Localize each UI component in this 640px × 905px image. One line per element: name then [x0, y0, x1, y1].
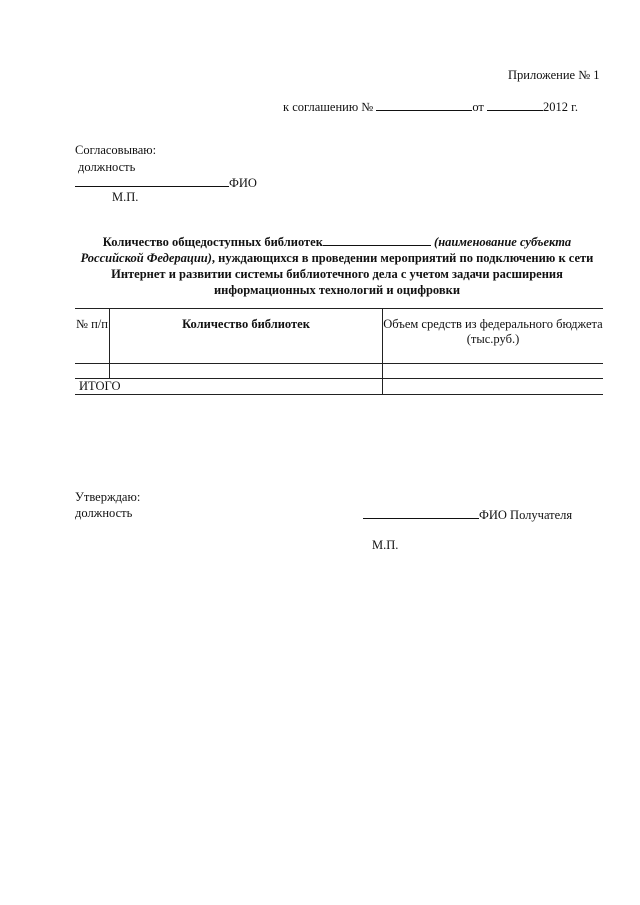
confirm-stamp: М.П. [372, 538, 399, 552]
col-number-header: № п/п [75, 309, 110, 364]
agreement-prefix: к соглашению № [283, 100, 374, 114]
approve-fio-line [75, 174, 257, 191]
col-count-header: Количество библиотек [110, 309, 383, 364]
recipient-signature-blank[interactable] [363, 506, 479, 519]
title-part1: Количество общедоступных библиотек [102, 235, 323, 249]
document-title [72, 234, 602, 298]
approve-stamp: М.П. [112, 190, 139, 204]
approve-position: должность [78, 160, 136, 174]
agreement-from: от [472, 100, 484, 114]
agreement-number-blank[interactable] [376, 98, 472, 111]
table-header-row [75, 309, 603, 364]
confirm-fio-line [363, 506, 572, 523]
approve-fio: ФИО [229, 176, 257, 190]
approve-label: Согласовываю: [75, 143, 157, 157]
confirm-position: должность [75, 506, 133, 520]
cell-count[interactable] [110, 364, 383, 379]
agreement-year: 2012 г. [543, 100, 578, 114]
title-blank[interactable] [323, 234, 431, 246]
total-budget[interactable] [383, 379, 604, 395]
table-row [75, 364, 603, 379]
appendix-label: Приложение № 1 [508, 68, 600, 82]
signature-blank[interactable] [75, 174, 229, 187]
cell-budget[interactable] [383, 364, 604, 379]
agreement-date-blank[interactable] [487, 98, 543, 111]
cell-number[interactable] [75, 364, 110, 379]
confirm-label: Утверждаю: [75, 490, 141, 504]
col-budget-header: Объем средств из федерального бюджета (тыс.руб.) [383, 309, 604, 364]
total-row [75, 379, 603, 395]
total-label: ИТОГО [75, 379, 383, 395]
title-subject: (наименование субъекта Российской Федерации) [80, 235, 572, 265]
confirm-fio: ФИО Получателя [479, 508, 573, 522]
agreement-line [283, 98, 578, 115]
title-part3: , нуждающихся в проведении мероприятий по подключению к сети Интернет и развитии системы библиотечного дела с учетом задачи расширения информационных технологий и оцифровки [111, 251, 594, 297]
libraries-table [75, 308, 603, 395]
